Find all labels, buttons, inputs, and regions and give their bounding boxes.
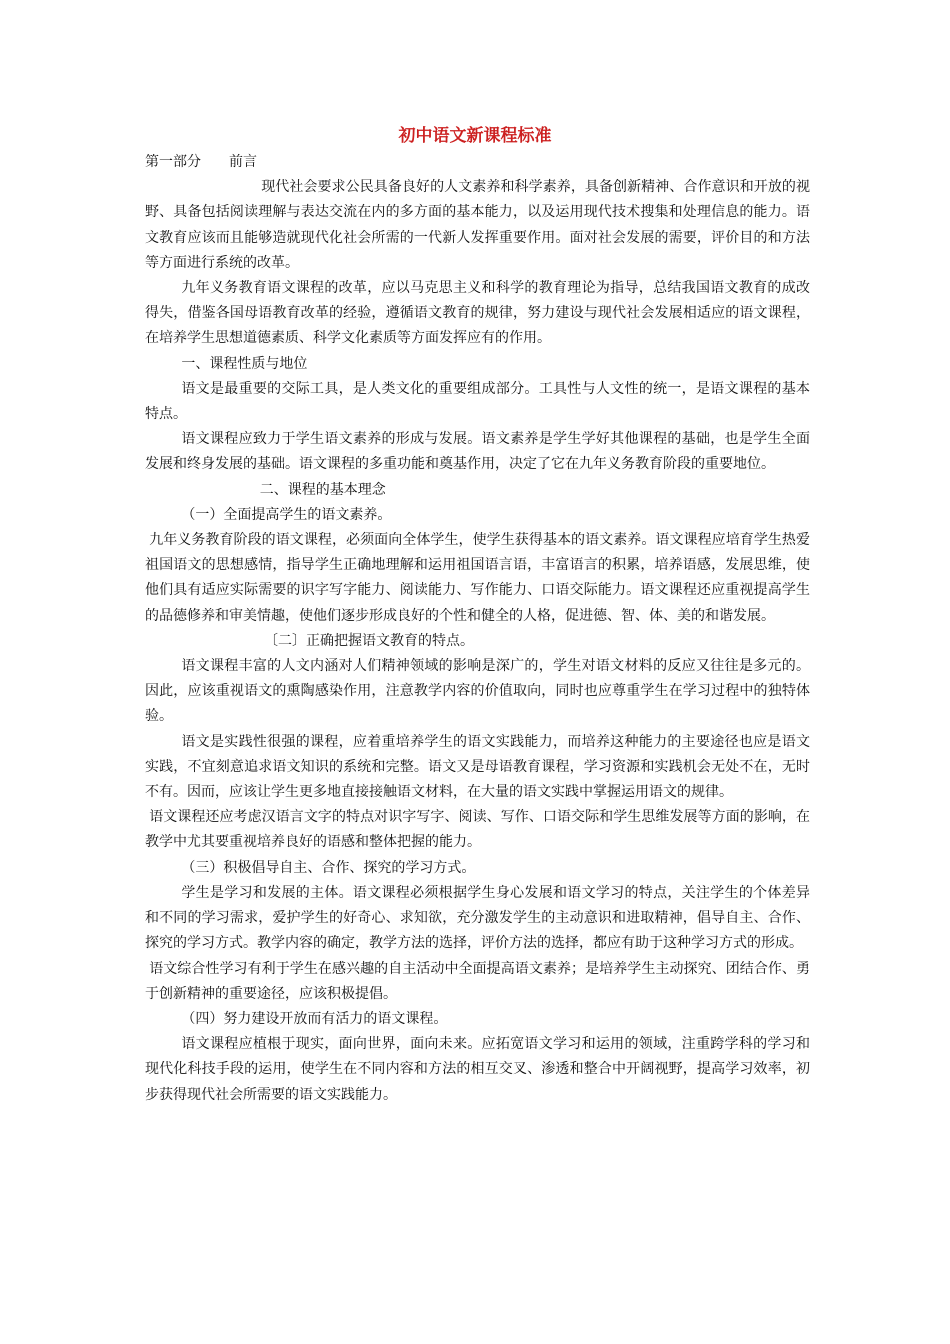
document-body (145, 150, 810, 1108)
paragraph: 九年义务教育阶段的语文课程，必须面向全体学生，使学生获得基本的语文素养。语文课程应培育学生热爱祖国语文的思想感情，指导学生正确地理解和运用祖国语言语，丰富语言的积累，培养语感，发展思维，使他们具有适应实际需要的识字写字能力、阅读能力、写作能力、口语交际能力。语文课程还应重视提高学生的品德修养和审美情趣，使他们逐步形成良好的个性和健全的人格，促进德、智、体、美的和谐发展。 (145, 532, 810, 624)
paragraph: 学生是学习和发展的主体。语文课程必须根据学生身心发展和语文学习的特点，关注学生的个体差异和不同的学习需求，爱护学生的好奇心、求知欲，充分激发学生的主动意识和进取精神，倡导自主、合作、探究的学习方式。教学内容的确定，教学方法的选择，评价方法的选择，都应有助于这种学习方式的形成。 (145, 884, 810, 952)
document-title: 初中语文新课程标准 (398, 126, 552, 146)
subsection-heading: （四）努力建设开放而有活力的语文课程。 (181, 1010, 448, 1027)
paragraph: 九年义务教育语文课程的改革，应以马克思主义和科学的教育理论为指导，总结我国语文教育的成改得失，借鉴各国母语教育改革的经验，遵循语文教育的规律，努力建设与现代社会发展相适应的语文课程，在培养学生思想道德素质、科学文化素质等方面发挥应有的作用。 (145, 280, 810, 347)
section-heading: 二、课程的基本理念 (259, 481, 386, 498)
section-heading: 一、课程性质与地位 (181, 355, 308, 372)
paragraph: 现代社会要求公民具备良好的人文素养和科学素养，具备创新精神、合作意识和开放的视野、具备包括阅读理解与表达交流在内的多方面的基本能力，以及运用现代技术搜集和处理信息的能力。语文教育应该而且能够造就现代化社会所需的一代新人发挥重要作用。面对社会发展的需要，评价目的和方法等方面进行系统的改革。 (145, 179, 810, 271)
paragraph: 语文课程应植根于现实，面向世界，面向未来。应拓宽语文学习和运用的领域，注重跨学科的学习和现代化科技手段的运用，使学生在不同内容和方法的相互交叉、渗透和整合中开阔视野，提高学习效率，初步获得现代社会所需要的语文实践能力。 (145, 1036, 810, 1103)
paragraph: 语文课程还应考虑汉语言文字的特点对识字写字、阅读、写作、口语交际和学生思维发展等方面的影响，在教学中尤其要重视培养良好的语感和整体把握的能力。 (145, 809, 810, 851)
subsection-heading: （一）全面提高学生的语文素养。 (181, 506, 392, 523)
paragraph: 语文课程应致力于学生语文素养的形成与发展。语文素养是学生学好其他课程的基础，也是学生全面发展和终身发展的基础。语文课程的多重功能和奠基作用，决定了它在九年义务教育阶段的重要地位。 (145, 431, 810, 473)
paragraph: 语文课程丰富的人文内涵对人们精神领域的影响是深广的，学生对语文材料的反应又往往是多元的。因此，应该重视语文的熏陶感染作用，注意教学内容的价值取向，同时也应尊重学生在学习过程中的独特体验。 (145, 658, 810, 725)
subsection-heading: 〔二〕正确把握语文教育的特点。 (264, 632, 474, 649)
paragraph: 语文是最重要的交际工具，是人类文化的重要组成部分。工具性与人文性的统一，是语文课程的基本特点。 (145, 380, 810, 423)
part-heading: 第一部分 前言 (145, 154, 257, 170)
subsection-heading: （三）积极倡导自主、合作、探究的学习方式。 (181, 859, 476, 876)
paragraph: 语文是实践性很强的课程，应着重培养学生的语文实践能力，而培养这种能力的主要途径也应是语文实践，不宜刻意追求语文知识的系统和完整。语文又是母语教育课程，学习资源和实践机会无处不在，无时不有。因而，应该让学生更多地直接接触语文材料，在大量的语文实践中掌握运用语文的规律。 (145, 733, 810, 801)
paragraph: 语文综合性学习有利于学生在感兴趣的自主活动中全面提高语文素养；是培养学生主动探究、团结合作、勇于创新精神的重要途径，应该积极提倡。 (145, 960, 810, 1002)
